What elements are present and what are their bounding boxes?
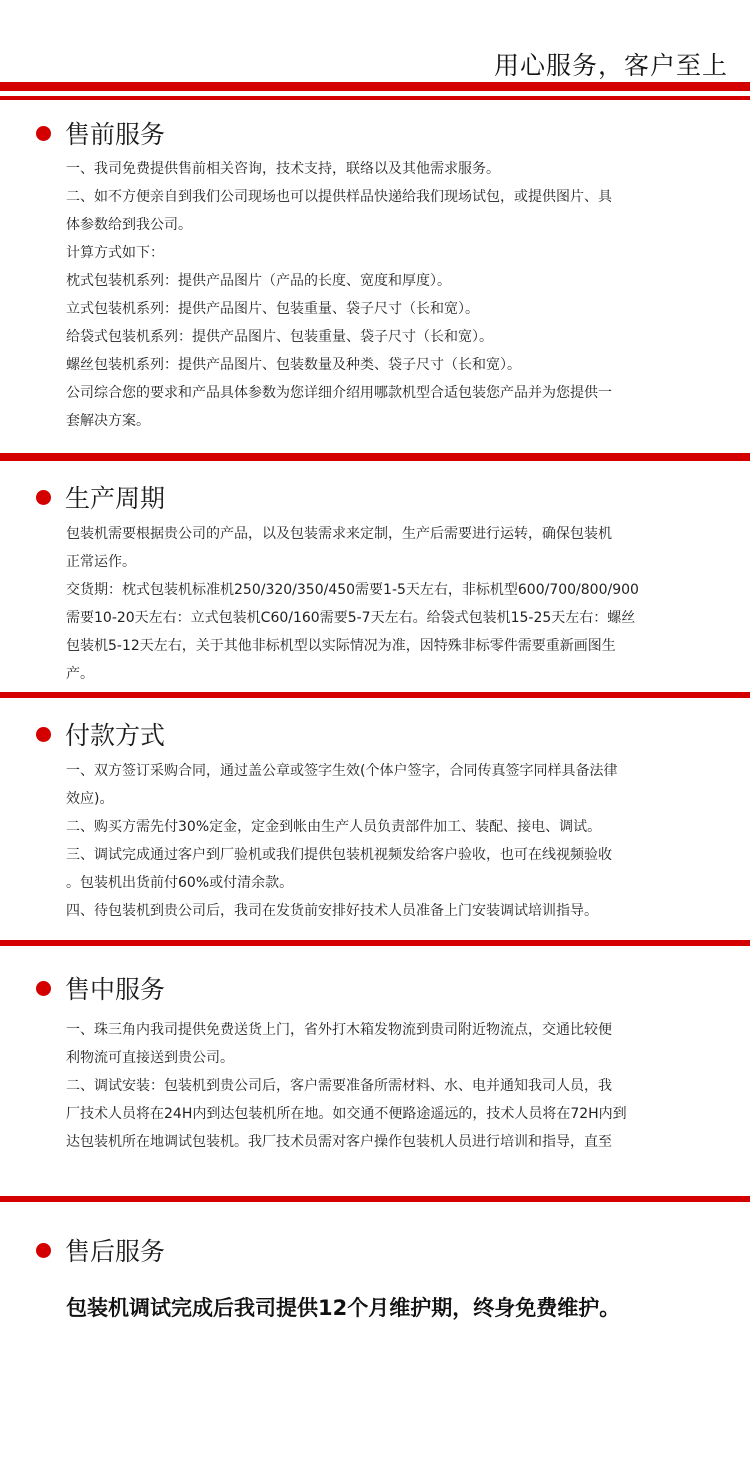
section-divider bbox=[0, 940, 750, 946]
bullet-dot-icon bbox=[36, 981, 51, 996]
bullet-dot-icon bbox=[36, 490, 51, 505]
section-title: 付款方式 bbox=[65, 721, 166, 750]
body-line: 给袋式包装机系列：提供产品图片、包装重量、袋子尺寸（长和宽）。 bbox=[66, 329, 493, 345]
body-line: 包装机需要根据贵公司的产品，以及包装需求来定制，生产后需要进行运转，确保包装机 bbox=[66, 526, 612, 542]
body-line: 正常运作。 bbox=[66, 554, 136, 570]
body-line: 厂技术人员将在24H内到达包装机所在地。如交通不便路途遥远的，技术人员将在72H内到 bbox=[66, 1106, 627, 1122]
section-header bbox=[36, 971, 165, 1005]
section-header bbox=[36, 1233, 165, 1267]
section-title: 售后服务 bbox=[65, 1237, 166, 1266]
section-body bbox=[66, 155, 696, 435]
bullet-dot-icon bbox=[36, 1243, 51, 1258]
section-body bbox=[66, 520, 696, 688]
body-line: 螺丝包装机系列：提供产品图片、包装数量及种类、袋子尺寸（长和宽）。 bbox=[66, 357, 521, 373]
section-divider bbox=[0, 453, 750, 461]
body-line: 效应)。 bbox=[66, 791, 114, 807]
body-line: 计算方式如下： bbox=[66, 245, 164, 261]
section-header bbox=[36, 116, 165, 150]
header-divider-thin bbox=[0, 96, 750, 100]
body-line: 产。 bbox=[66, 666, 94, 682]
section-divider bbox=[0, 692, 750, 698]
body-line: 三、调试完成通过客户到厂验机或我们提供包装机视频发给客户验收，也可在线视频验收 bbox=[66, 847, 612, 863]
body-line: 利物流可直接送到贵公司。 bbox=[66, 1050, 234, 1066]
bullet-dot-icon bbox=[36, 727, 51, 742]
section-divider bbox=[0, 1196, 750, 1202]
body-line: 立式包装机系列：提供产品图片、包装重量、袋子尺寸（长和宽）。 bbox=[66, 301, 479, 317]
section-header bbox=[36, 717, 165, 751]
header-divider bbox=[0, 82, 750, 91]
body-line: 一、我司免费提供售前相关咨询，技术支持，联络以及其他需求服务。 bbox=[66, 161, 500, 177]
body-line: 二、如不方便亲自到我们公司现场也可以提供样品快递给我们现场试包，或提供图片、具 bbox=[66, 189, 612, 205]
section-body bbox=[66, 1016, 696, 1156]
body-line: 需要10-20天左右：立式包装机C60/160需要5-7天左右。给袋式包装机15-25天左右：螺丝 bbox=[66, 610, 636, 626]
body-line: 二、购买方需先付30%定金，定金到帐由生产人员负责部件加工、装配、接电、调试。 bbox=[66, 819, 602, 835]
body-line: 包装机5-12天左右，关于其他非标机型以实际情况为准，因特殊非标零件需要重新画图生 bbox=[66, 638, 616, 654]
section-title: 售前服务 bbox=[65, 120, 166, 149]
section-title: 售中服务 bbox=[65, 975, 166, 1004]
body-line: 体参数给到我公司。 bbox=[66, 217, 192, 233]
body-line: 四、待包装机到贵公司后，我司在发货前安排好技术人员准备上门安装调试培训指导。 bbox=[66, 903, 598, 919]
section-header bbox=[36, 480, 165, 514]
body-line: 。包装机出货前付60%或付清余款。 bbox=[66, 875, 294, 891]
after-sales-statement: 包装机调试完成后我司提供12个月维护期，终身免费维护。 bbox=[66, 1296, 621, 1320]
body-line: 一、珠三角内我司提供免费送货上门，省外打木箱发物流到贵司附近物流点，交通比较便 bbox=[66, 1022, 612, 1038]
body-line: 一、双方签订采购合同，通过盖公章或签字生效(个体户签字，合同传真签字同样具备法律 bbox=[66, 763, 618, 779]
bullet-dot-icon bbox=[36, 126, 51, 141]
body-line: 枕式包装机系列：提供产品图片（产品的长度、宽度和厚度）。 bbox=[66, 273, 451, 289]
body-line: 交货期：枕式包装机标准机250/320/350/450需要1-5天左右，非标机型600/700/800/900 bbox=[66, 582, 639, 598]
body-line: 二、调试安装：包装机到贵公司后，客户需要准备所需材料、水、电并通知我司人员，我 bbox=[66, 1078, 612, 1094]
body-line: 套解决方案。 bbox=[66, 413, 150, 429]
header-slogan: 用心服务，客户至上 bbox=[493, 51, 728, 80]
section-title: 生产周期 bbox=[65, 484, 166, 513]
body-line: 公司综合您的要求和产品具体参数为您详细介绍用哪款机型合适包装您产品并为您提供一 bbox=[66, 385, 612, 401]
body-line: 达包装机所在地调试包装机。我厂技术员需对客户操作包装机人员进行培训和指导，直至 bbox=[66, 1134, 612, 1150]
section-body bbox=[66, 757, 696, 925]
